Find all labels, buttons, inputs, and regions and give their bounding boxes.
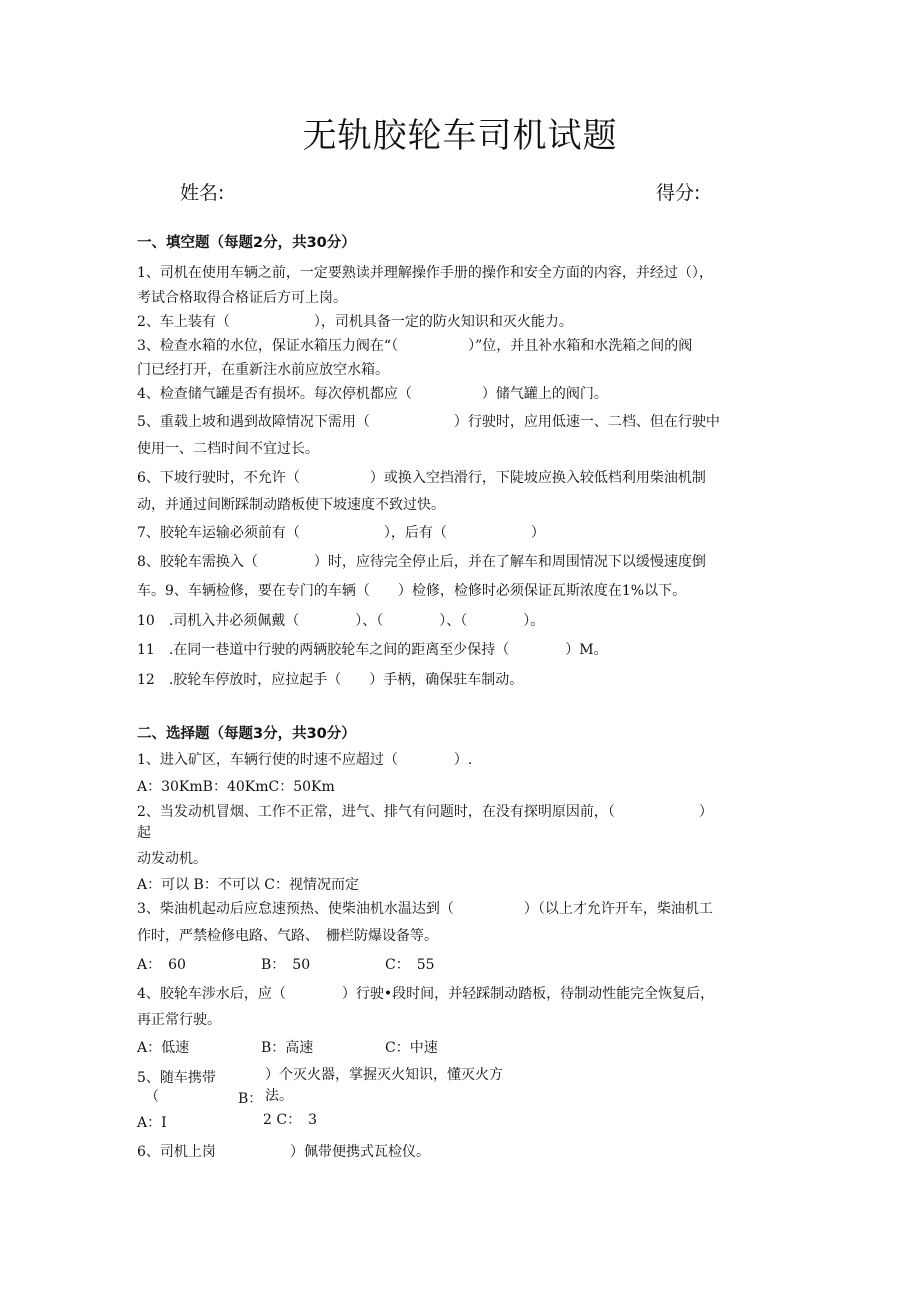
choice-q5-prefix: 5、随车携带 <box>137 1070 216 1086</box>
choice-q3-line1: 3、柴油机起动后应怠速预热、使柴油机水温达到（ ）（以上才允许开车，柴油机工 <box>137 901 713 917</box>
fill-line-16: 12 .胶轮车停放时，应拉起手（ ）手柄，确保驻车制动。 <box>137 672 524 688</box>
choice-q4-option-a: A：低速 <box>137 1040 190 1056</box>
fill-line-7: 5、重载上坡和遇到故障情况下需用（ ）行驶时，应用低速一、二档、但在行驶中 <box>137 414 720 430</box>
fill-line-4: 3、检查水箱的水位，保证水箱压力阀在“（ ）”位，并且补水箱和水洗箱之间的阀 <box>137 338 693 354</box>
fill-line-11: 7、胶轮车运输必须前有（ ），后有（ ） <box>137 525 545 541</box>
section-fill-blank-heading: 一、填空题（每题2分，共30分） <box>137 235 356 251</box>
fill-line-2: 考试合格取得合格证后方可上岗。 <box>137 290 347 306</box>
fill-line-10: 动，并通过间断踩制动踏板使下坡速度不致过快。 <box>137 497 445 513</box>
choice-q2-line2: 起 <box>137 825 151 841</box>
choice-q6-text: ）佩带便携式瓦检仪。 <box>290 1144 430 1160</box>
choice-q3-option-a: A： 60 <box>137 957 186 973</box>
fill-line-9: 6、下坡行驶时，不允许（ ）或换入空挡滑行，下陡坡应换入较低档利用柴油机制 <box>137 470 706 486</box>
choice-q5-text-end: 法。 <box>265 1088 293 1104</box>
choice-q4-line2: 再正常行驶。 <box>137 1012 221 1028</box>
choice-q1: 1、进入矿区，车辆行使的时速不应超过（ ）. <box>137 752 473 768</box>
choice-q6-prefix: 6、司机上岗 <box>137 1144 216 1160</box>
fill-line-8: 使用一、二档时间不宜过长。 <box>137 441 319 457</box>
section-choice-heading: 二、选择题（每题3分，共30分） <box>137 726 356 742</box>
choice-q5-option-bc: 2 C： 3 <box>263 1112 317 1128</box>
fill-line-5: 门已经打开，在重新注水前应放空水箱。 <box>137 362 389 378</box>
fill-line-13: 车。9、车辆检修，要在专门的车辆（ ）检修，检修时必须保证瓦斯浓度在1%以下。 <box>137 583 687 599</box>
fill-line-12: 8、胶轮车需换入（ ）时，应待完全停止后，并在了解车和周围情况下以缓慢速度倒 <box>137 554 706 570</box>
choice-q2-options: A：可以 B：不可以 C：视情况而定 <box>137 877 360 893</box>
fill-line-1: 1、司机在使用车辆之前，一定要熟读并理解操作手册的操作和安全方面的内容，并经过（）， <box>137 265 713 281</box>
choice-q3-line2: 作时，严禁检修电路、气路、 栅栏防爆设备等。 <box>137 928 438 944</box>
score-label: 得分: <box>656 182 701 204</box>
choice-q4-option-c: C：中速 <box>385 1040 438 1056</box>
page-title: 无轨胶轮车司机试题 <box>302 116 618 156</box>
choice-q4-line1: 4、胶轮车涉水后，应（ ）行驶•段时间，并轻踩制动踏板，待制动性能完全恢复后， <box>137 986 715 1002</box>
fill-line-3: 2、车上装有（ ），司机具备一定的防火知识和灭火能力。 <box>137 314 573 330</box>
choice-q5-text: ）个灭火器，掌握灭火知识，懂灭火方 <box>265 1067 503 1083</box>
choice-q2-line3: 动发动机。 <box>137 851 207 867</box>
choice-q3-option-c: C： 55 <box>385 957 435 973</box>
choice-q5-option-a: A：Ⅰ <box>137 1115 167 1131</box>
name-label: 姓名: <box>180 182 225 204</box>
choice-q5-b-label: B： <box>238 1091 263 1107</box>
fill-line-6: 4、检查储气罐是否有损坏。每次停机都应（ ）储气罐上的阀门。 <box>137 386 608 402</box>
fill-line-14: 10 .司机入井必须佩戴（ ）、（ ）、（ ）。 <box>137 613 545 629</box>
choice-q5-paren: （ <box>145 1089 159 1105</box>
choice-q2-line1: 2、当发动机冒烟、工作不正常，进气、排气有问题时，在没有探明原因前，（ ） <box>137 804 713 820</box>
choice-q1-options: A：30KmB：40KmC：50Km <box>137 779 335 795</box>
choice-q3-option-b: B： 50 <box>261 957 311 973</box>
choice-q4-option-b: B：高速 <box>261 1040 314 1056</box>
fill-line-15: 11 .在同一巷道中行驶的两辆胶轮车之间的距离至少保持（ ）M。 <box>137 642 608 658</box>
